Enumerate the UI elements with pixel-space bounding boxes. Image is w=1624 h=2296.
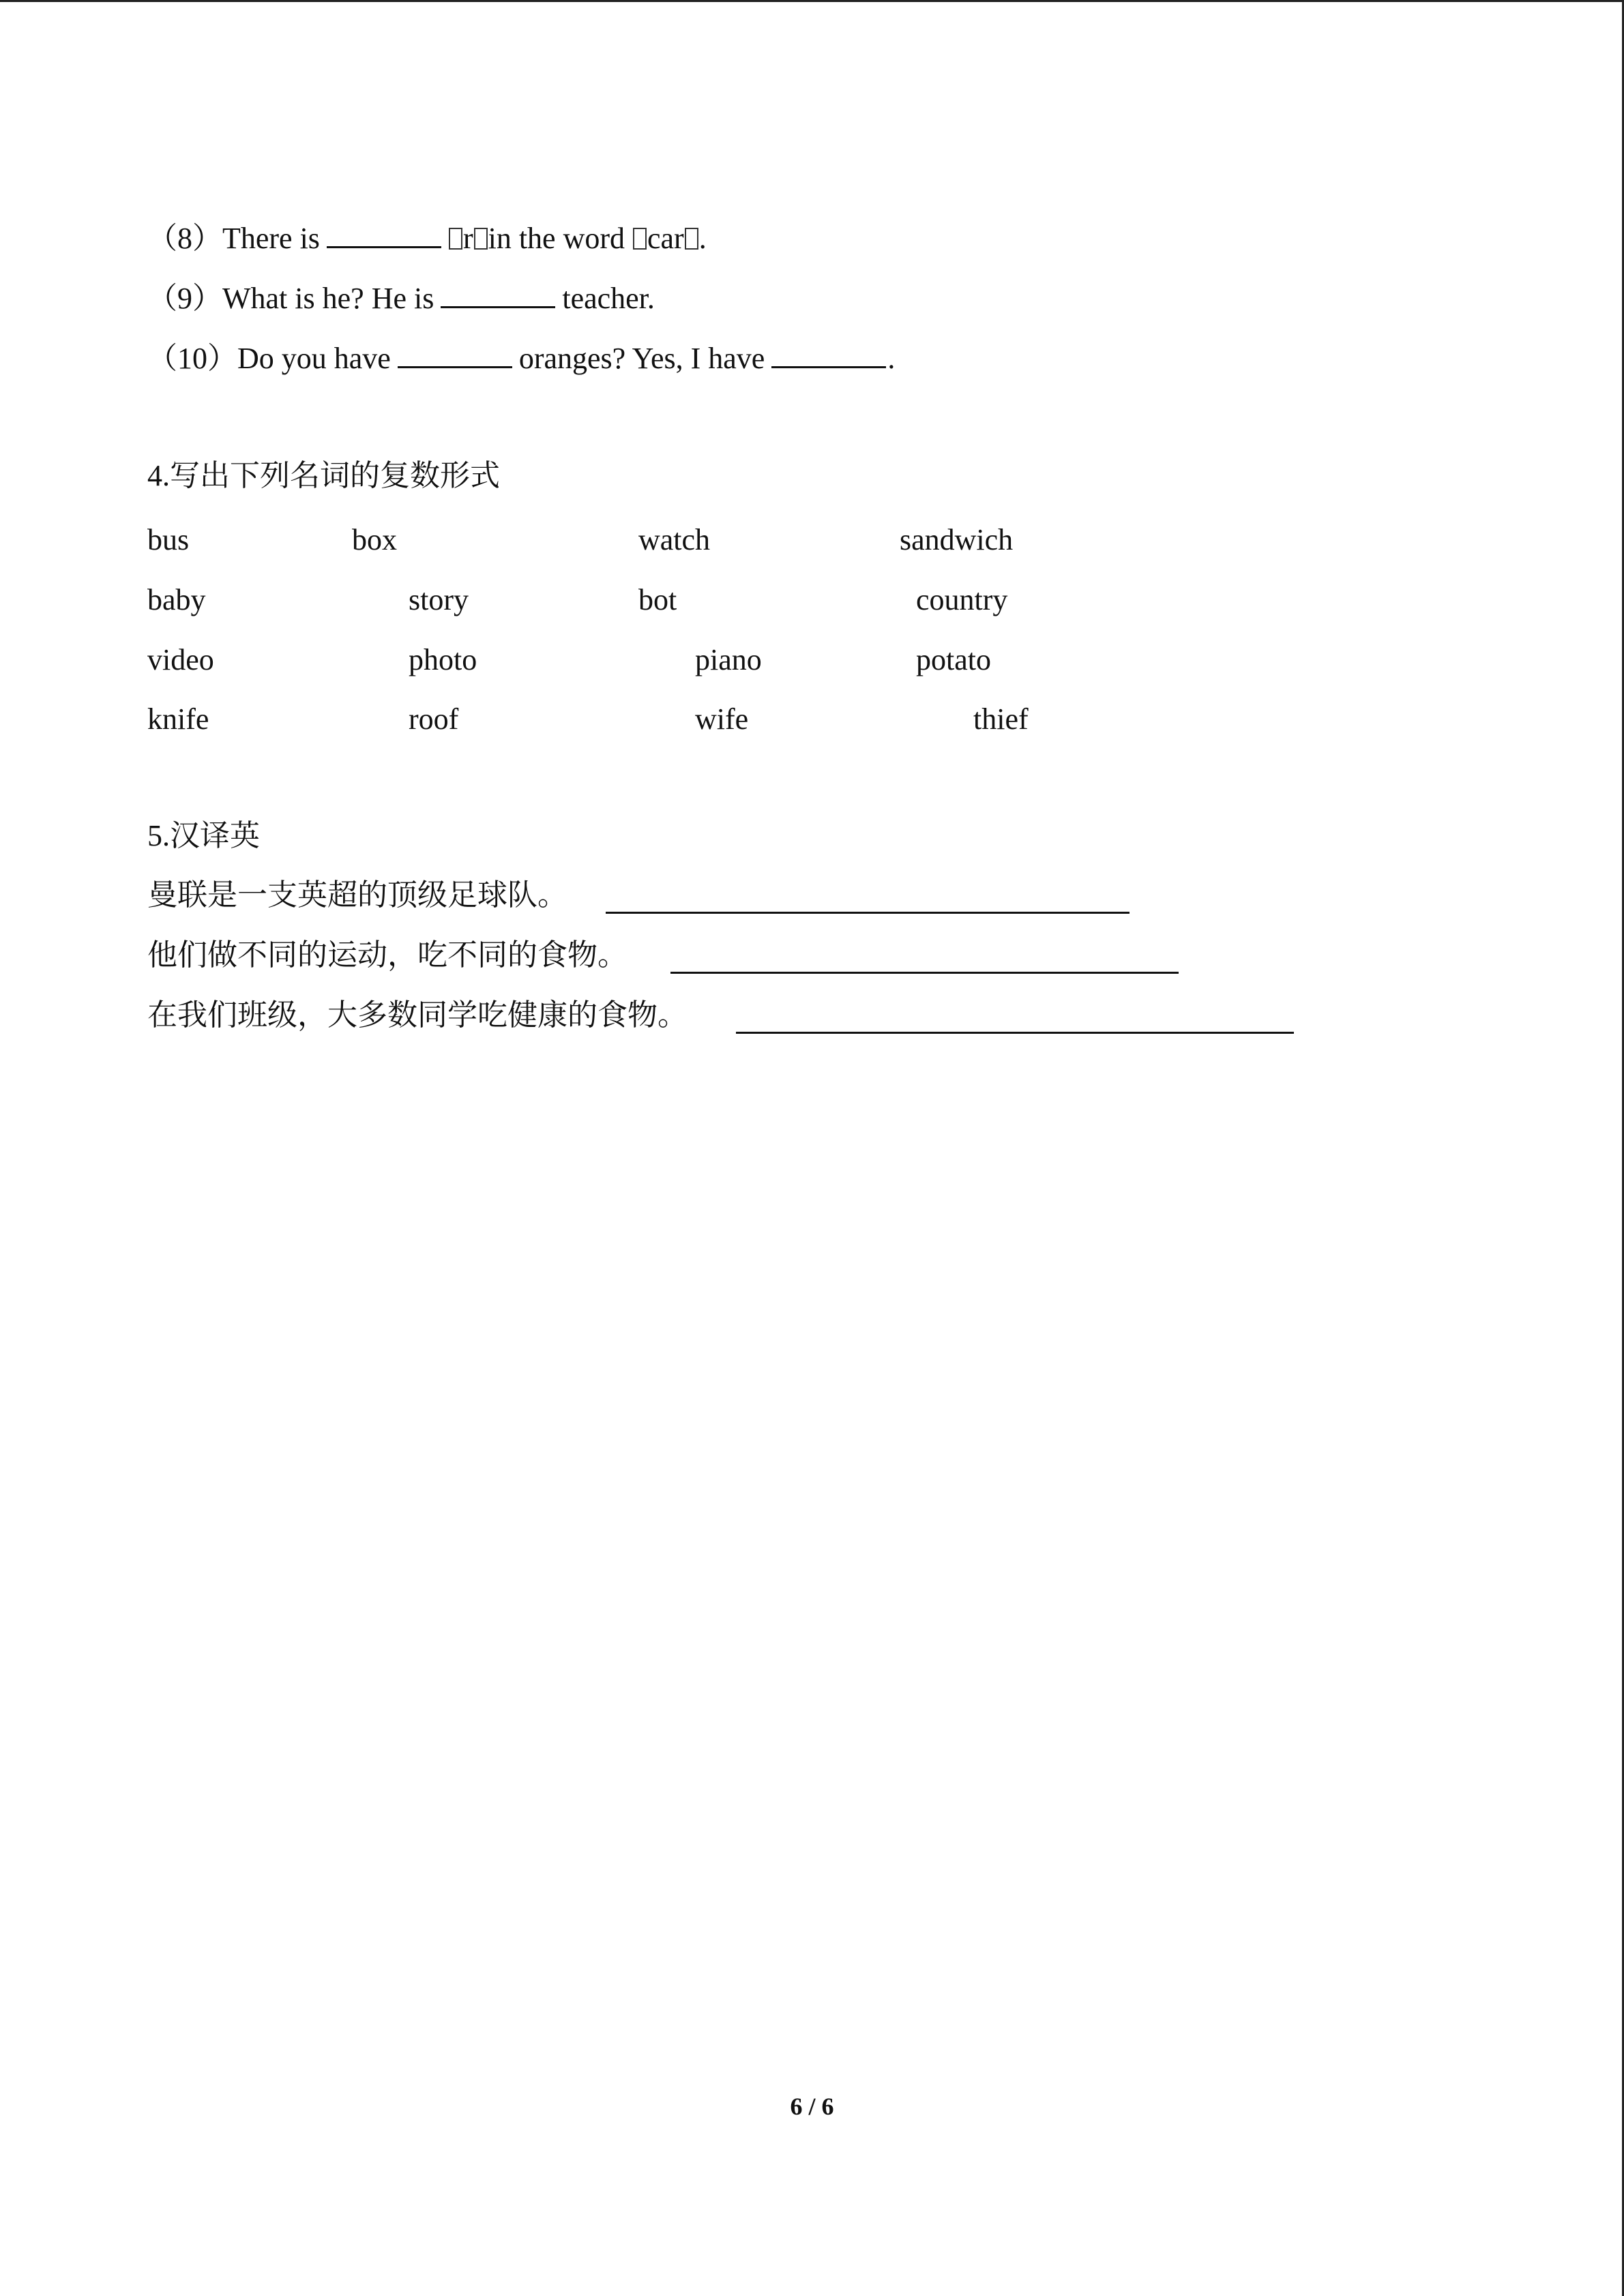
missing-glyph-box: [474, 228, 488, 250]
page-number: 6 / 6: [790, 2093, 834, 2120]
question-9-blank[interactable]: [441, 279, 555, 308]
question-10-blank-1[interactable]: [398, 339, 512, 368]
question-8-mid: in the word: [488, 222, 625, 255]
question-8-suffix: .: [698, 222, 707, 255]
word-item: photo: [409, 643, 477, 676]
translation-answer-line-2[interactable]: [670, 972, 1179, 974]
question-8: [147, 219, 707, 258]
word-item: wife: [695, 702, 749, 736]
translation-sentence-2: 他们做不同的运动，吃不同的食物。: [147, 938, 628, 972]
question-9-suffix: teacher.: [562, 282, 655, 315]
question-10: [147, 339, 895, 378]
word-item: story: [409, 583, 469, 616]
word-item: knife: [147, 702, 209, 736]
translation-answer-line-1[interactable]: [606, 912, 1130, 914]
question-8-blank[interactable]: [327, 219, 441, 248]
word-item: thief: [973, 702, 1029, 736]
word-item: watch: [638, 523, 711, 556]
word-item: baby: [147, 583, 206, 616]
word-item: sandwich: [900, 523, 1014, 556]
word-item: box: [352, 523, 397, 556]
question-9: [147, 279, 655, 318]
question-10-blank-2[interactable]: [771, 339, 886, 368]
question-10-suffix: .: [887, 342, 896, 375]
translation-answer-line-3[interactable]: [736, 1032, 1294, 1034]
word-item: bus: [147, 523, 190, 556]
missing-glyph-box: [449, 228, 462, 250]
word-item: potato: [916, 643, 991, 676]
translation-sentence-1: 曼联是一支英超的顶级足球队。: [147, 878, 567, 912]
word-item: country: [916, 583, 1008, 616]
question-8-prefix: （8）There is: [147, 222, 320, 255]
word-item: piano: [695, 643, 762, 676]
missing-glyph-box: [633, 228, 647, 250]
word-item: bot: [638, 583, 677, 616]
question-8-word: car: [647, 222, 684, 255]
translation-sentence-3: 在我们班级，大多数同学吃健康的食物。: [147, 998, 688, 1032]
missing-glyph-box: [685, 228, 698, 250]
question-8-letter: r: [462, 222, 473, 255]
word-item: video: [147, 643, 214, 676]
question-9-prefix: （9）What is he? He is: [147, 282, 434, 315]
question-10-mid: oranges? Yes, I have: [518, 342, 765, 375]
section-5-title: 5.汉译英: [147, 819, 260, 852]
question-10-prefix: （10）Do you have: [147, 342, 391, 375]
word-item: roof: [409, 702, 459, 736]
section-4-title: 4.写出下列名词的复数形式: [147, 459, 500, 492]
